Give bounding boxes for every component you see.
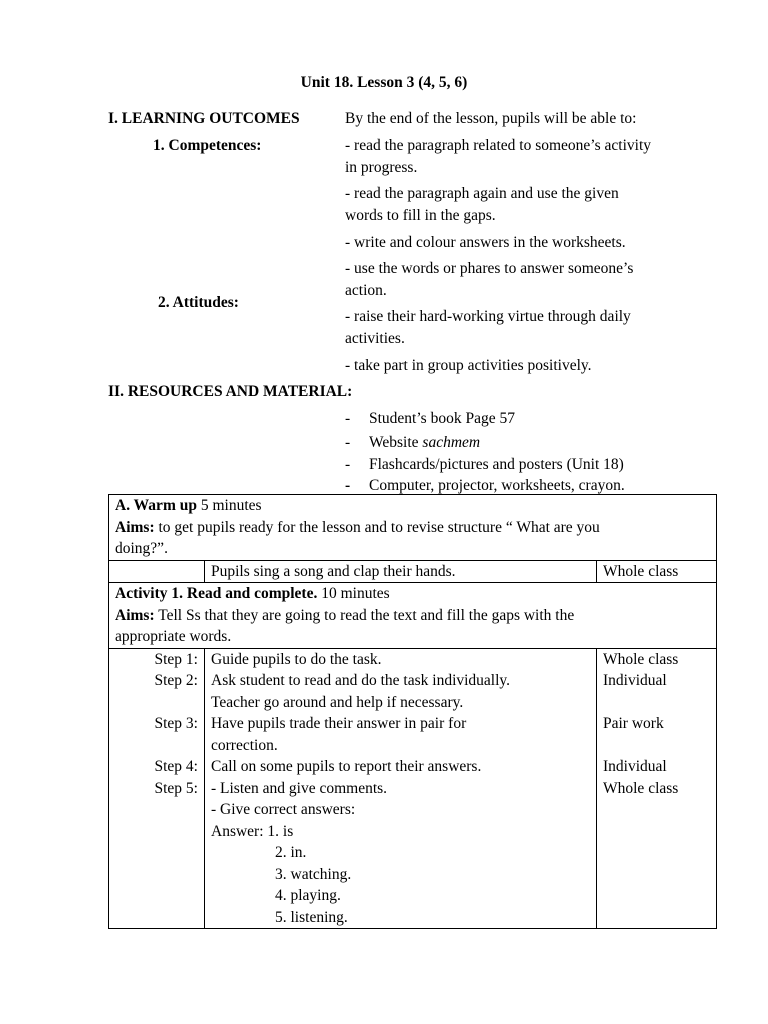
outcomes-intro: By the end of the lesson, pupils will be able to: [345,110,637,127]
interaction-mode: Pair work [603,715,664,732]
answer-line: 4. playing. [275,887,341,904]
step-text: Guide pupils to do the task. [211,650,382,668]
step-text: Have pupils trade their answer in pair for [211,715,467,732]
answer-line: Answer: 1. is [211,822,294,840]
outcome-line: in progress. [345,159,418,176]
resource-dash: - [345,477,351,494]
warmup-activity-text: Pupils sing a song and clap their hands. [205,560,597,583]
resource-item: Computer, projector, worksheets, crayon. [369,477,625,494]
interaction-mode: Whole class [603,650,679,668]
answer-line: 3. watching. [275,865,352,883]
warmup-step-cell [109,560,205,583]
interaction-mode [603,692,710,714]
warmup-aims-text: to get pupils ready for the lesson and to revise structure “ What are you [154,518,600,536]
outcome-line: - write and colour answers in the worksheets. [345,234,626,251]
step-label: Step 1: [154,650,198,668]
step-text: Call on some pupils to report their answers. [211,758,482,775]
outcome-line: - take part in group activities positively. [345,357,592,374]
warmup-header-row [109,495,717,561]
outcome-line: - read the paragraph related to someone’s activity [345,137,651,154]
resource-item: Student’s book Page 57 [369,410,515,427]
step-label: Step 5: [154,779,198,797]
outcome-line: words to fill in the gaps. [345,207,496,224]
step-label [115,735,198,757]
activity1-title: Activity 1. Read and complete. [115,585,318,602]
resource-dash: - [345,410,351,427]
step-text: Teacher go around and help if necessary. [211,693,464,711]
step-text: correction. [211,736,278,754]
warmup-mode: Whole class [597,560,717,583]
activity1-aims-text: Tell Ss that they are going to read the text and fill the gaps with the [154,606,575,624]
page-title: Unit 18. Lesson 3 (4, 5, 6) [300,74,468,91]
resource-item: Website sachmem [369,434,481,451]
resources-heading: II. RESOURCES AND MATERIAL: [108,383,353,400]
step-label [115,692,198,714]
activity1-header-row [109,583,717,649]
answer-line: 5. listening. [275,908,348,926]
warmup-aims-text-cont: doing?”. [115,540,168,557]
outcome-line: activities. [345,330,405,347]
warmup-activity-row [109,560,717,583]
activity1-aims-label: Aims: [115,606,155,624]
step-text: - Give correct answers: [211,801,356,818]
resource-dash: - [345,456,351,473]
step-label: Step 2: [154,672,198,689]
step-text: - Listen and give comments. [211,779,388,797]
step-label: Step 4: [154,758,198,775]
learning-outcomes-heading: I. LEARNING OUTCOMES [108,110,300,127]
lesson-plan-table [108,494,717,929]
outcome-line: - read the paragraph again and use the given [345,185,619,202]
warmup-duration: 5 minutes [196,497,262,514]
interaction-mode [603,735,710,757]
attitudes-label: 2. Attitudes: [158,294,239,311]
interaction-mode: Individual [603,672,667,689]
activity1-header-cell [109,583,717,649]
outcome-line: action. [345,282,387,299]
website-name: sachmem [422,434,481,451]
step-content-cell [205,648,597,929]
interaction-mode: Whole class [603,779,679,797]
step-label: Step 3: [154,715,198,732]
activity1-steps-row [109,648,717,929]
warmup-title: A. Warm up [115,497,197,514]
outcome-line: - raise their hard-working virtue through daily [345,308,631,325]
step-text: Ask student to read and do the task individually. [211,672,511,689]
warmup-header-cell [109,495,717,561]
activity1-duration: 10 minutes [317,585,390,602]
interaction-mode: Individual [603,758,667,775]
answer-line: 2. in. [275,844,307,861]
warmup-aims-label: Aims: [115,518,155,536]
competences-label: 1. Competences: [153,137,262,154]
step-labels-cell [109,648,205,929]
activity1-aims-text-cont: appropriate words. [115,628,232,645]
step-modes-cell [597,648,717,929]
resource-item: Flashcards/pictures and posters (Unit 18) [369,456,624,473]
outcome-line: - use the words or phares to answer someone’s [345,260,634,277]
resource-dash: - [345,434,351,451]
